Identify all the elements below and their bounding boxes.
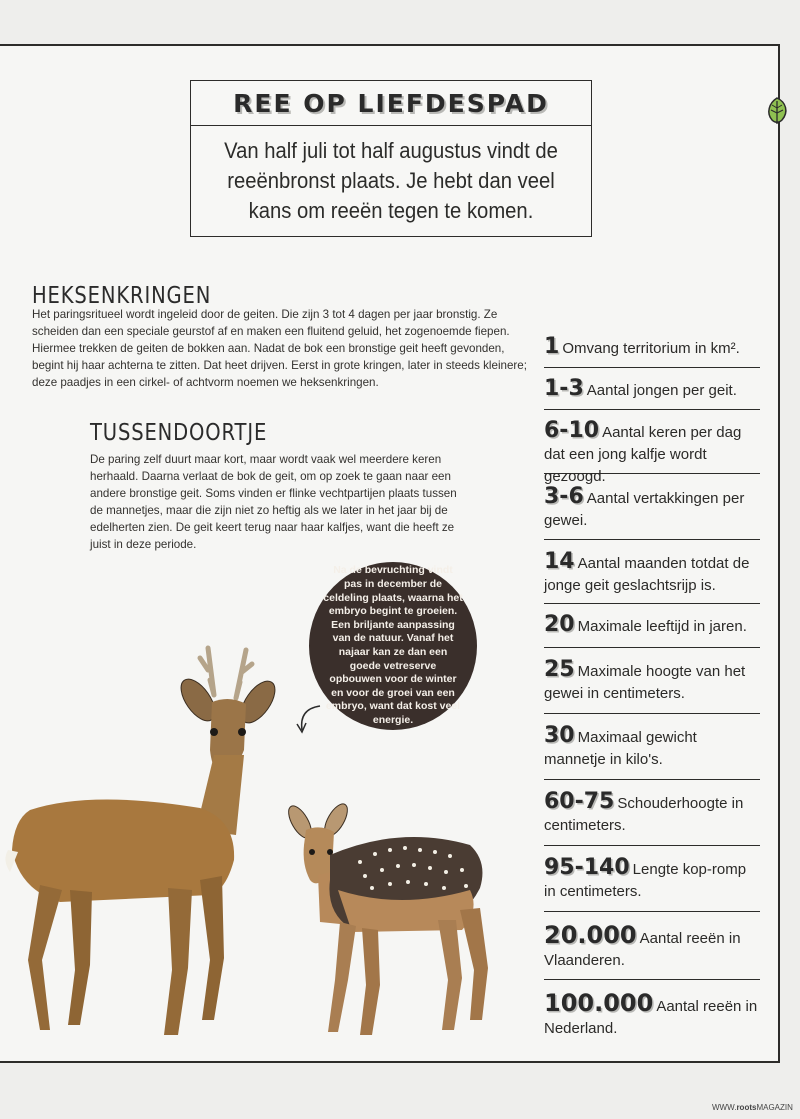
- fact-item: [544, 846, 760, 912]
- fact-number: 1-3: [544, 376, 584, 401]
- fact-text: Aantal reeën in Vlaanderen.: [544, 930, 741, 969]
- heksenkringen-heading: HEKSENKRINGEN: [32, 283, 212, 309]
- fact-item: [544, 780, 760, 846]
- page-title: REE OP LIEFDESPAD: [191, 81, 591, 126]
- fact-text: Aantal maanden totdat de jonge geit geslachtsrijp is.: [544, 555, 750, 594]
- fact-item: [544, 474, 760, 540]
- fact-text: Aantal reeën in Nederland.: [544, 998, 758, 1037]
- fact-text: Lengte kop-romp in centimeters.: [544, 861, 747, 900]
- fact-number: 25: [544, 657, 575, 682]
- tussendoortje-text: De paring zelf duurt maar kort, maar wordt vaak wel meerdere keren herhaald. Daarna verlaat de bok de geit, om op zoek te gaan naar een andere bronstige geit. Soms vinden er flinke vechtpartijen plaats tussen de mannetjes, maar die zijn niet zo heftig als we later in het jaar bij de edelherten zien. De geit keert terug naar haar kalfjes, want die heeft ze juist in deze periode.: [90, 453, 457, 551]
- roe-buck-image: [5, 648, 281, 1035]
- roe-deer-illustration: [0, 640, 520, 1040]
- roe-fawn-image: [284, 800, 488, 1035]
- fact-number: 95-140: [544, 855, 630, 880]
- fact-text: Aantal vertakkingen per gewei.: [544, 490, 745, 529]
- fact-item: [544, 330, 760, 368]
- fact-number: 3-6: [544, 484, 584, 509]
- fact-number: 14: [544, 549, 575, 574]
- fact-number: 1: [544, 334, 560, 359]
- fact-text: Aantal keren per dag dat een jong kalfje wordt gezoogd.: [544, 424, 742, 485]
- fact-text: Aantal jongen per geit.: [586, 382, 737, 399]
- fact-number: 60-75: [544, 789, 615, 814]
- fact-text: Maximale leeftijd in jaren.: [577, 618, 747, 635]
- fact-item: [544, 648, 760, 714]
- fact-number: 100.000: [544, 989, 654, 1017]
- fact-item: [544, 368, 760, 410]
- intro-text: Van half juli tot half augustus vindt de reeënbronst plaats. Je hebt dan veel kans om reeën tegen te komen.: [224, 138, 558, 223]
- fact-number: 20.000: [544, 921, 637, 949]
- fact-item: [544, 980, 760, 1042]
- fact-number: 30: [544, 723, 575, 748]
- footer-prefix: WWW.: [712, 1103, 737, 1112]
- fact-number: 20: [544, 612, 575, 637]
- tussendoortje-heading: TUSSENDOORTJE: [90, 420, 268, 446]
- title-box: [190, 80, 592, 237]
- fact-number: 6-10: [544, 418, 600, 443]
- fact-item: [544, 714, 760, 780]
- fact-item: [544, 410, 760, 485]
- fact-item: [544, 540, 760, 604]
- fact-text: Maximaal gewicht mannetje in kilo's.: [544, 729, 697, 768]
- heksenkringen-text: Het paringsritueel wordt ingeleid door de geiten. Die zijn 3 tot 4 dagen per jaar bronstig. Ze scheiden dan een speciale geurstof af en maken een fluitend geluid, het zogenoemde fiepen. Hiermee trekken de geiten de bokken aan. Nadat de bok een bronstige geit heeft gevonden, begint hij haar achterna te zitten. Dat heet drijven. Eerst in grote kringen, later in steeds kleinere; deze paadjes in een cirkel- of achtvorm noemen we heksenkringen.: [32, 308, 527, 389]
- facts-list: [544, 330, 760, 1042]
- footer-url: [712, 1103, 793, 1112]
- leaf-icon: [764, 96, 790, 126]
- bubble-text: Na de bevruchting vindt pas in december de celdeling plaats, waarna het embryo begint te groeien. Een briljante aanpassing van de natuur. Vanaf het najaar kan ze dan een goede vetreserve opbouwen voor de winter en voor de groei van een embryo, want dat kost veel energie.: [323, 564, 463, 726]
- footer-brand: roots: [736, 1103, 757, 1112]
- footer-suffix: MAGAZIN: [756, 1103, 793, 1112]
- fact-text: Schouderhoogte in centimeters.: [544, 795, 744, 834]
- fact-item: [544, 604, 760, 648]
- fact-text: Omvang territorium in km².: [562, 340, 740, 357]
- fact-text: Maximale hoogte van het gewei in centimeters.: [544, 663, 746, 702]
- fact-item: [544, 912, 760, 980]
